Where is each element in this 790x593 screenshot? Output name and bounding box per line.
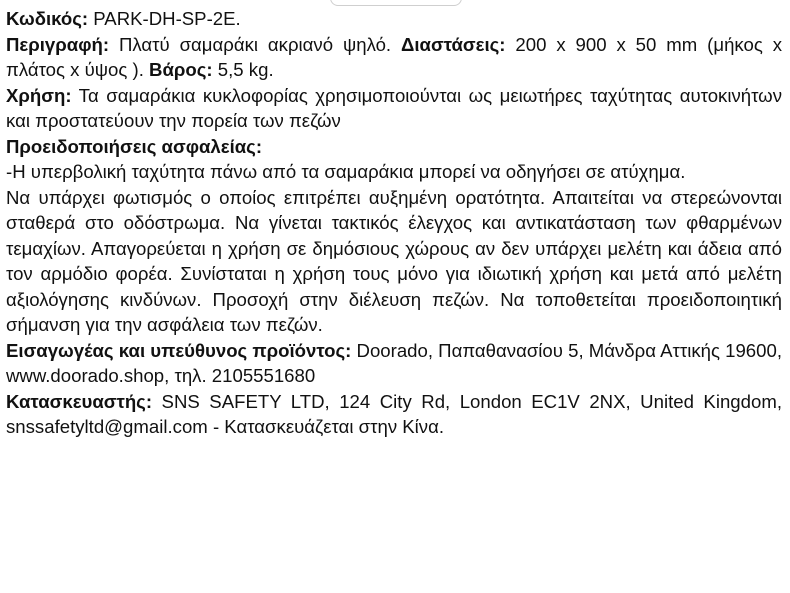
weight-label: Βάρος: — [149, 59, 213, 80]
manufacturer-paragraph — [6, 389, 782, 440]
product-label-document — [6, 6, 782, 440]
manufacturer-value: SNS SAFETY LTD, 124 City Rd, London EC1V 2NX, United Kingdom, snssafetyltd@gmail.com - Κατασκευάζεται στην Κίνα. — [6, 390, 782, 437]
warning-installation-paragraph: Να υπάρχει φωτισμός ο οποίος επιτρέπει αυξημένη ορατότητα. Απαιτείται να στερεώνονται σταθερά στο οδόστρωμα. Να γίνεται τακτικός έλεγχος και αντικατάσταση των φθαρμένων τεμαχίων. Απαγορεύεται η χρήση σε δημόσιους χώρους αν δεν υπάρχει μελέτη και άδεια από τον αρμόδιο φορέα. Συνίσταται η χρήση τους μόνο για ιδιωτική χρήση και μετά από μελέτη αξιολόγησης κινδύνων. Προσοχή στην διέλευση πεζών. Να τοποθετείται προειδοποιητική σήμανση για την ασφάλεια των πεζών. — [6, 186, 782, 335]
manufacturer-label: Κατασκευαστής: — [6, 390, 153, 412]
importer-label: Εισαγωγέας και υπεύθυνος προϊόντος: — [6, 339, 352, 361]
warning-speed-paragraph: -Η υπερβολική ταχύτητα πάνω από τα σαμαράκια μπορεί να οδηγήσει σε ατύχημα. — [6, 161, 686, 182]
dimensions-value: 200 x 900 x 50 mm (μήκος x πλάτος x ύψος ). — [6, 33, 782, 80]
description-value: Πλατύ σαμαράκι ακριανό ψηλό. — [109, 33, 402, 55]
usage-value: Τα σαμαράκια κυκλοφορίας χρησιμοποιούνται ως μειωτήρες ταχύτητας αυτοκινήτων και προστατεύουν την πορεία των πεζών — [6, 84, 782, 131]
description-paragraph — [6, 32, 782, 83]
importer-value: Doorado, Παπαθανασίου 5, Μάνδρα Αττικής 19600, www.doorado.shop, τηλ. 2105551680 — [6, 339, 782, 386]
warnings-heading: Προειδοποιήσεις ασφαλείας: — [6, 135, 263, 157]
code-line — [6, 6, 782, 32]
usage-paragraph — [6, 83, 782, 134]
description-label: Περιγραφή: — [6, 33, 110, 55]
importer-paragraph — [6, 338, 782, 389]
code-label: Κωδικός: — [6, 8, 89, 29]
dimensions-label: Διαστάσεις: — [401, 33, 506, 55]
usage-label: Χρήση: — [6, 84, 72, 106]
code-value: PARK-DH-SP-2E. — [88, 8, 241, 29]
weight-value: 5,5 kg. — [212, 59, 274, 80]
